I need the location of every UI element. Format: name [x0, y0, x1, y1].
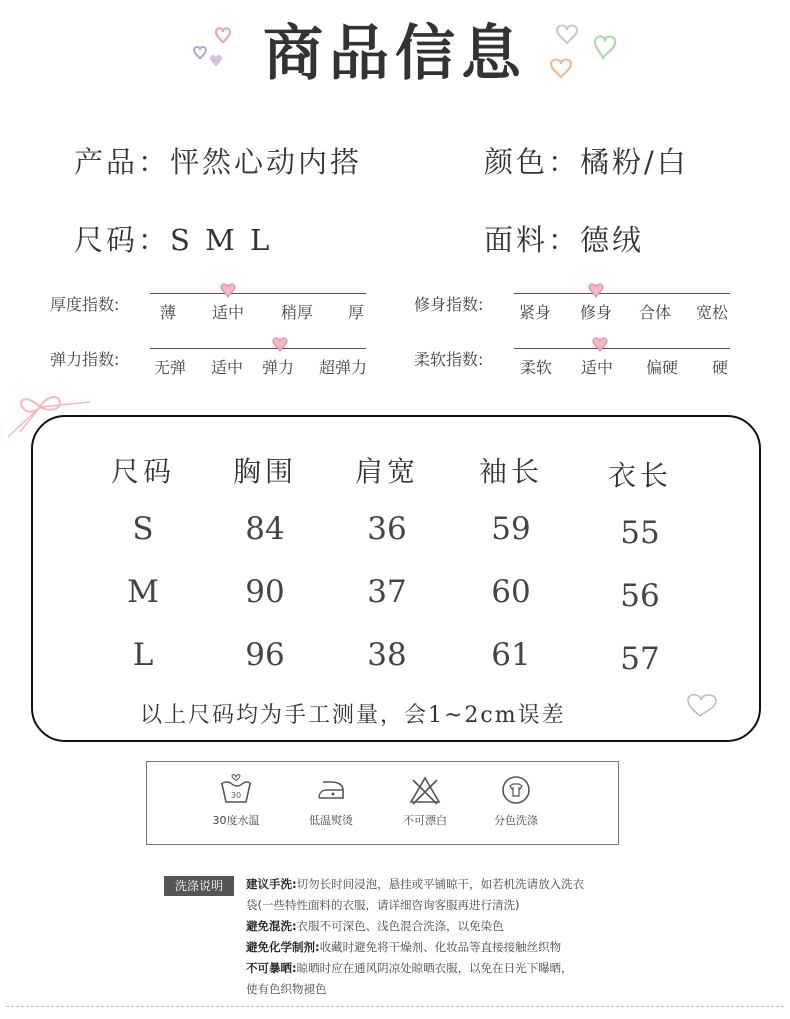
elasticity-option: 适中: [210, 358, 244, 377]
svg-text:30: 30: [230, 791, 242, 800]
wash-line: 不可暴晒:晾晒时应在通风阴凉处晾晒衣服，以免在日光下曝晒，: [246, 961, 573, 975]
measurement-note: 以上尺码均为手工测量，会1~2cm误差: [140, 703, 566, 728]
wash-30-icon: [218, 774, 254, 806]
care-label: 不可漂白: [403, 814, 447, 827]
elasticity-option: 超弹力: [318, 358, 368, 377]
wash-line: 袋(一些特性面料的衣服，请详细咨询客服再进行清洗): [246, 898, 520, 912]
care-item: [380, 774, 470, 828]
fabric-info: [484, 218, 644, 259]
care-item: [471, 774, 561, 828]
table-cell: L: [132, 637, 154, 673]
size-info: [74, 218, 272, 259]
softness-option: 适中: [580, 358, 614, 377]
wash-line: 避免混洗:衣服不可深色、浅色混合洗涤，以免染色: [246, 919, 504, 933]
elasticity-selected-heart-icon: [271, 336, 289, 352]
fabric-value: 德绒: [580, 223, 645, 257]
table-cell: 37: [367, 574, 407, 610]
thickness-index-line: [150, 293, 366, 294]
table-header: 肩宽: [354, 455, 420, 488]
thickness-index-label: 厚度指数:: [50, 295, 120, 314]
table-cell: 90: [245, 574, 285, 610]
care-label: 30度水温: [212, 814, 260, 827]
fit-option: 合体: [638, 303, 672, 322]
table-cell: 55: [620, 515, 660, 551]
table-cell: 61: [491, 637, 531, 673]
thickness-option: 适中: [211, 303, 245, 322]
page-title: 商品信息: [263, 19, 527, 89]
table-cell: 38: [367, 637, 407, 673]
wash-line: 使有色织物褪色: [246, 982, 327, 996]
elasticity-index-line: [150, 348, 366, 349]
fit-index-label: 修身指数:: [414, 295, 484, 314]
product-info: [74, 140, 362, 181]
fit-index-line: [514, 293, 730, 294]
bottom-divider: [6, 1006, 784, 1007]
softness-option: 硬: [711, 358, 729, 377]
thickness-option: 厚: [347, 303, 365, 322]
table-cell: S: [132, 511, 154, 547]
thickness-option: 稍厚: [280, 303, 314, 322]
softness-selected-heart-icon: [591, 336, 609, 352]
care-label: 分色洗涤: [494, 814, 538, 827]
thickness-selected-heart-icon: [219, 282, 237, 298]
fabric-label: 面料：: [484, 223, 581, 257]
size-value: S M L: [170, 223, 273, 257]
fit-option: 宽松: [695, 303, 729, 322]
elasticity-index-label: 弹力指数:: [50, 350, 120, 369]
no-bleach-icon: [407, 774, 443, 806]
color-value: 橘粉/白: [580, 145, 689, 179]
fit-selected-heart-icon: [587, 282, 605, 298]
elasticity-option: 无弹: [153, 358, 187, 377]
care-item: [191, 774, 281, 828]
table-header: 袖长: [478, 455, 544, 488]
softness-index-line: [514, 348, 730, 349]
color-label: 颜色：: [484, 145, 581, 179]
softness-option: 偏硬: [645, 358, 679, 377]
wash-line: 避免化学制剂:收藏时避免将干燥剂、化妆品等直接接触丝织物: [246, 940, 562, 954]
size-label: 尺码：: [74, 223, 171, 257]
product-value: 怦然心动内搭: [170, 145, 363, 179]
table-cell: 36: [367, 511, 407, 547]
separate-wash-icon: [498, 774, 534, 806]
table-cell: 59: [491, 511, 531, 547]
table-cell: 60: [491, 574, 531, 610]
iron-low-icon: [313, 774, 349, 806]
table-cell: 56: [620, 578, 660, 614]
fit-option: 修身: [579, 303, 613, 322]
table-header: 尺码: [110, 455, 176, 488]
table-header: 衣长: [607, 459, 673, 492]
softness-index-label: 柔软指数:: [414, 350, 484, 369]
wash-instructions-tag: 洗涤说明: [164, 876, 234, 896]
table-cell: 57: [620, 641, 660, 677]
softness-option: 柔软: [519, 358, 553, 377]
thickness-option: 薄: [159, 303, 177, 322]
care-label: 低温熨烫: [309, 814, 353, 827]
fit-option: 紧身: [518, 303, 552, 322]
table-cell: M: [127, 574, 159, 610]
table-cell: 84: [245, 511, 285, 547]
care-item: [286, 774, 376, 828]
wash-line: 建议手洗:切勿长时间浸泡，悬挂或平铺晾干，如若机洗请放入洗衣: [246, 877, 585, 891]
color-info: [484, 140, 689, 181]
elasticity-option: 弹力: [261, 358, 295, 377]
table-cell: 96: [245, 637, 285, 673]
table-header: 胸围: [232, 455, 298, 488]
product-label: 产品：: [74, 145, 171, 179]
